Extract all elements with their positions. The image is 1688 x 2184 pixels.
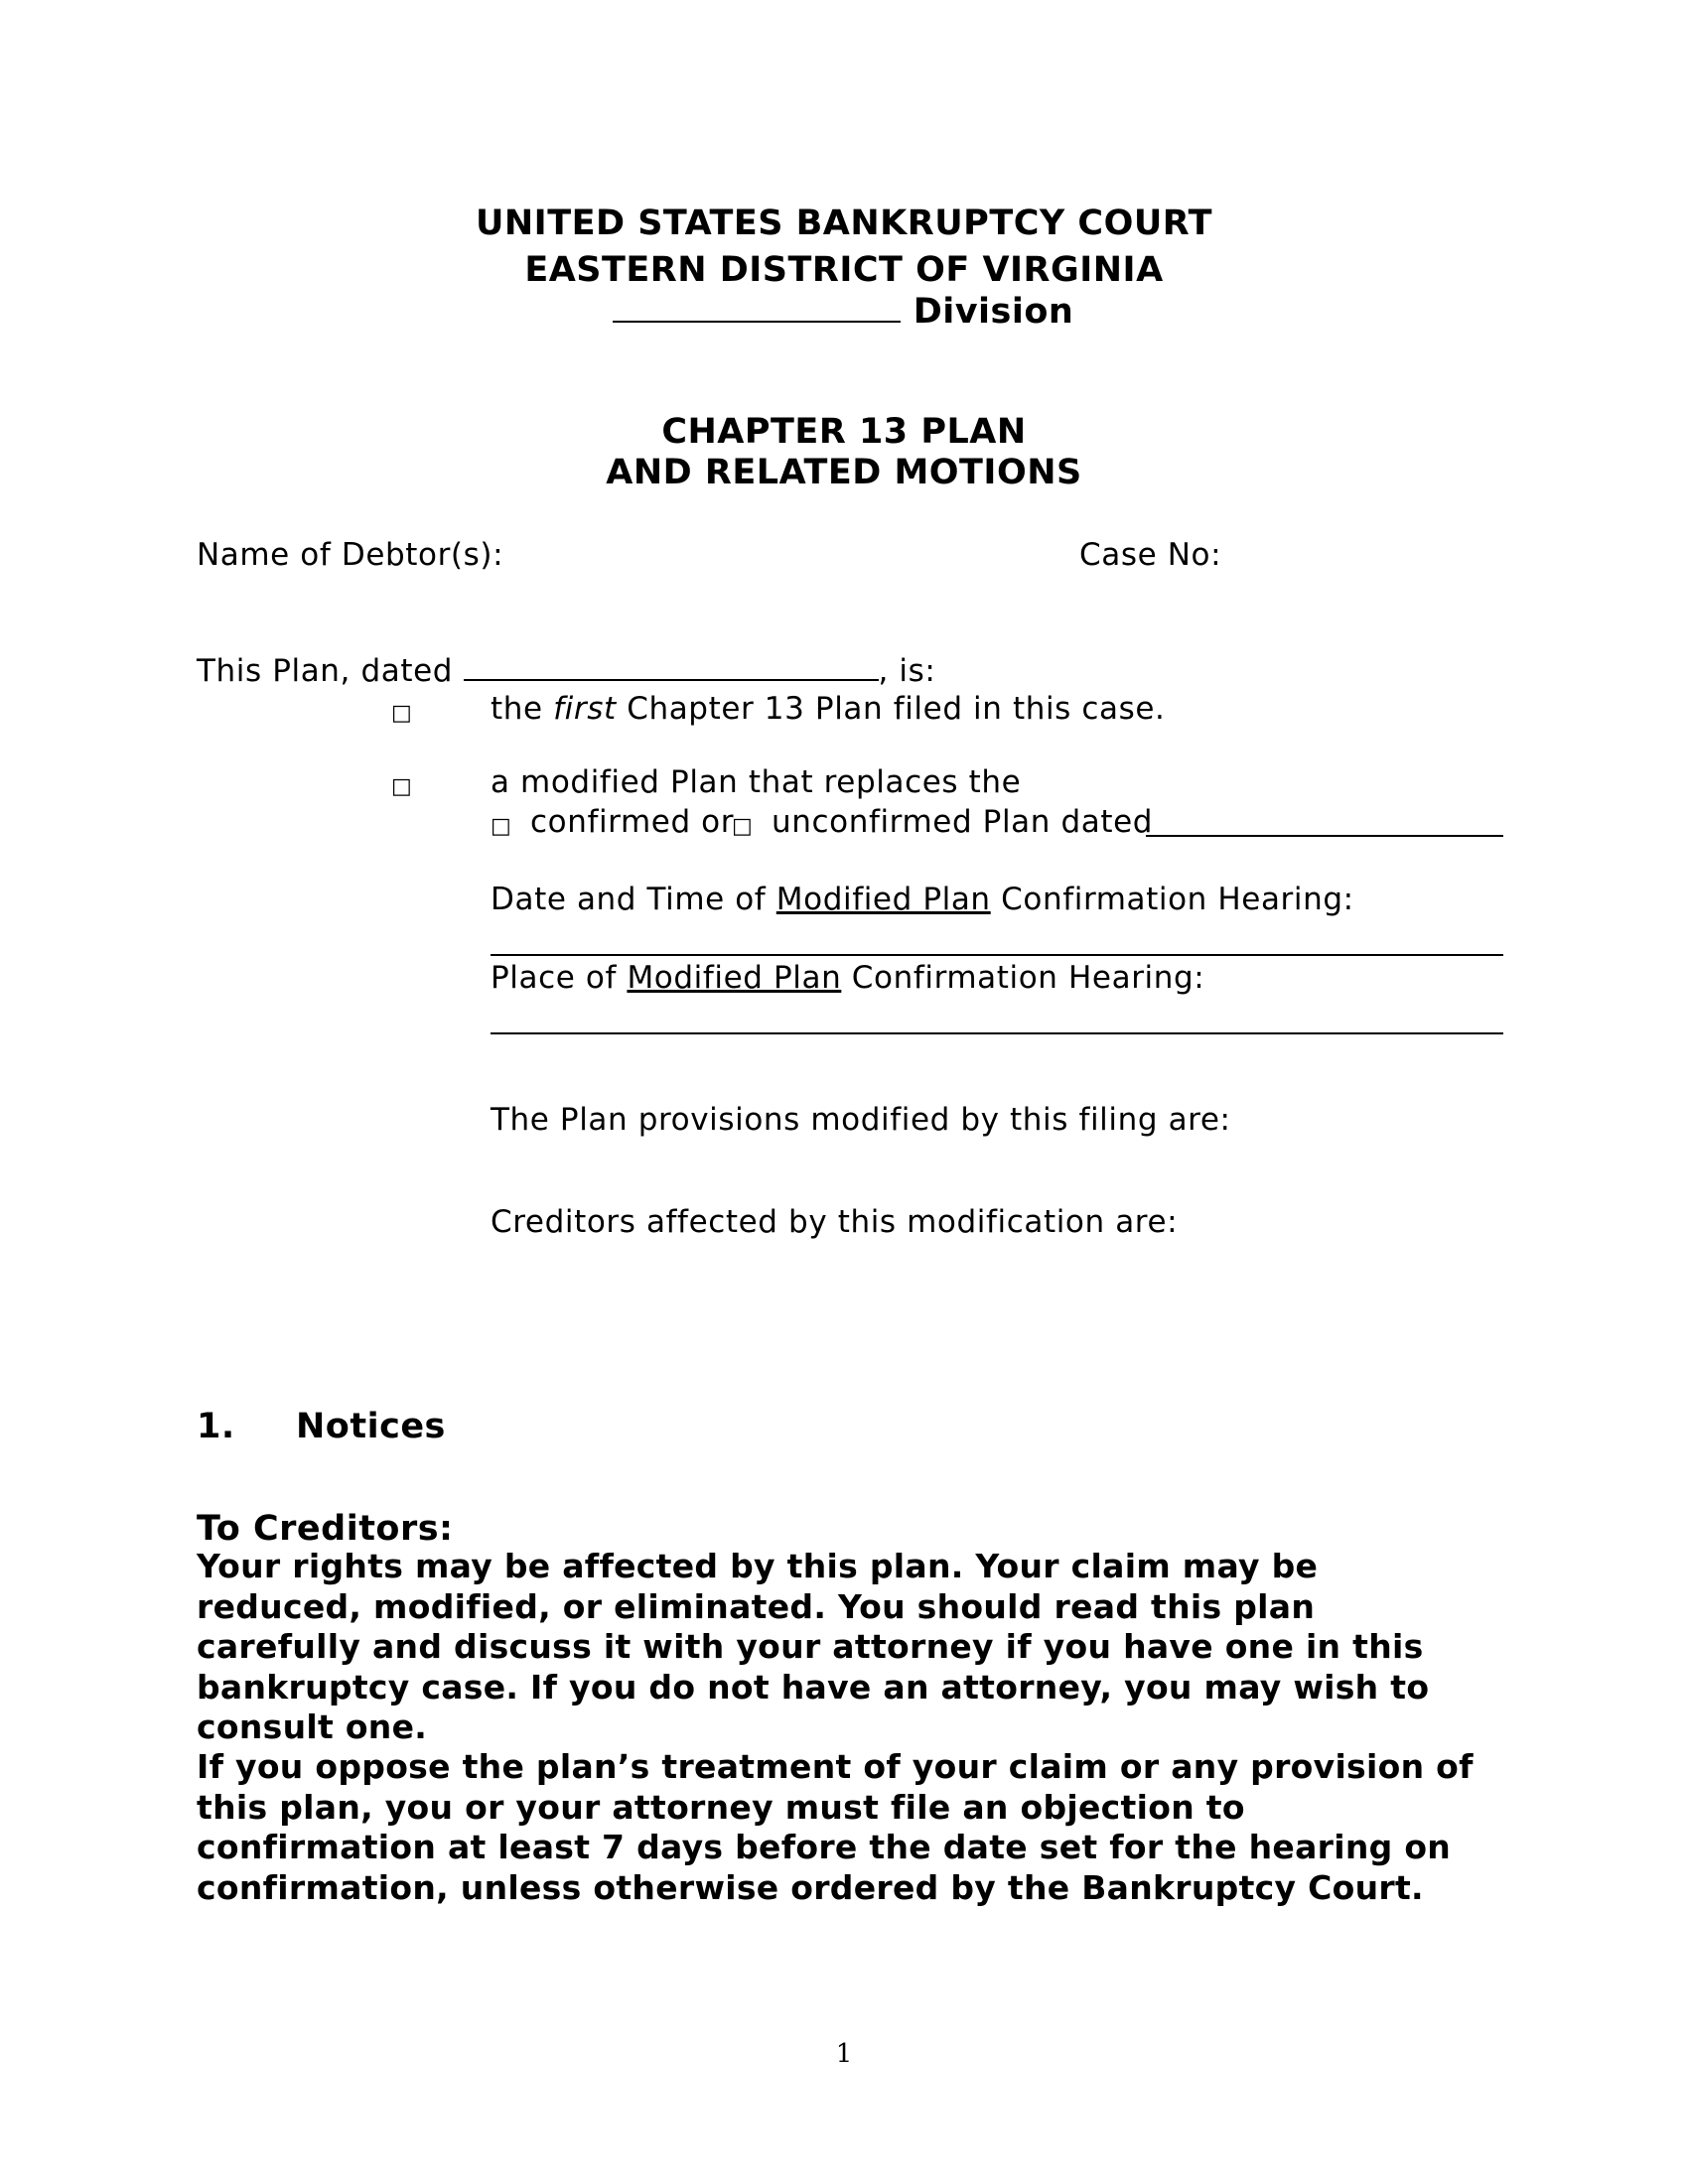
section-number: 1.: [197, 1407, 235, 1446]
to-creditors-heading: To Creditors:: [197, 1509, 454, 1549]
first-plan-text-post: Chapter 13 Plan filed in this case.: [627, 691, 1166, 727]
case-number-label: Case No:: [1079, 537, 1222, 573]
plan-dated-suffix: , is:: [878, 653, 936, 689]
plan-dated-line: [197, 653, 935, 689]
plan-dated-prefix: This Plan, dated: [197, 653, 454, 689]
hearing-place-blank[interactable]: [491, 1032, 1503, 1034]
hearing-date-blank[interactable]: [491, 954, 1503, 956]
first-plan-text: [491, 691, 1166, 727]
plan-title-line1: CHAPTER 13 PLAN: [661, 412, 1027, 452]
first-plan-text-pre: the: [491, 691, 543, 727]
notice-paragraph-2: If you oppose the plan’s treatment of your claim or any provision of this plan, you or your attorney must file an objection to confirmation at least 7 days before the date set for the hearing on confirmation, unless otherwise ordered by the Bankruptcy Court.: [197, 1747, 1474, 1907]
division-blank[interactable]: [613, 321, 901, 323]
hearing-date-pre: Date and Time of: [491, 882, 767, 917]
modified-plan-checkbox[interactable]: □: [391, 774, 412, 799]
court-name: UNITED STATES BANKRUPTCY COURT: [475, 204, 1213, 243]
provisions-modified-label: The Plan provisions modified by this filing are:: [491, 1102, 1231, 1138]
notice-paragraph-1: Your rights may be affected by this plan. Your claim may be reduced, modified, or eliminated. You should read this plan carefully and discuss it with your attorney if you have one in this bankruptcy case. If you do not have an attorney, you may wish to consult one.: [197, 1547, 1430, 1746]
hearing-date-post: Confirmation Hearing:: [1001, 882, 1354, 917]
plan-date-blank[interactable]: [464, 679, 879, 681]
unconfirmed-label: unconfirmed Plan dated: [772, 804, 1154, 840]
division-label: Division: [913, 292, 1074, 332]
unconfirmed-checkbox[interactable]: □: [732, 814, 753, 839]
district-name: EASTERN DISTRICT OF VIRGINIA: [524, 250, 1164, 290]
modified-plan-text: a modified Plan that replaces the: [491, 764, 1022, 800]
unconfirmed-date-blank[interactable]: [1146, 835, 1503, 837]
modified-plan-link: Modified Plan: [775, 882, 991, 917]
hearing-place-post: Confirmation Hearing:: [851, 960, 1205, 996]
modified-plan-link-2: Modified Plan: [627, 960, 842, 996]
hearing-date-label: [491, 882, 1354, 917]
debtor-name-label: Name of Debtor(s):: [197, 537, 504, 573]
confirmed-checkbox[interactable]: □: [491, 814, 511, 839]
first-plan-text-italic: first: [553, 691, 617, 727]
creditors-affected-label: Creditors affected by this modification are:: [491, 1204, 1179, 1240]
confirmed-label: confirmed or: [530, 804, 735, 840]
first-plan-checkbox[interactable]: □: [391, 701, 412, 726]
section-title: Notices: [296, 1407, 446, 1446]
plan-title-line2: AND RELATED MOTIONS: [606, 453, 1082, 492]
hearing-place-pre: Place of: [491, 960, 617, 996]
hearing-place-label: [491, 960, 1204, 996]
page-number: 1: [835, 2039, 853, 2069]
division-line: [613, 292, 1073, 332]
